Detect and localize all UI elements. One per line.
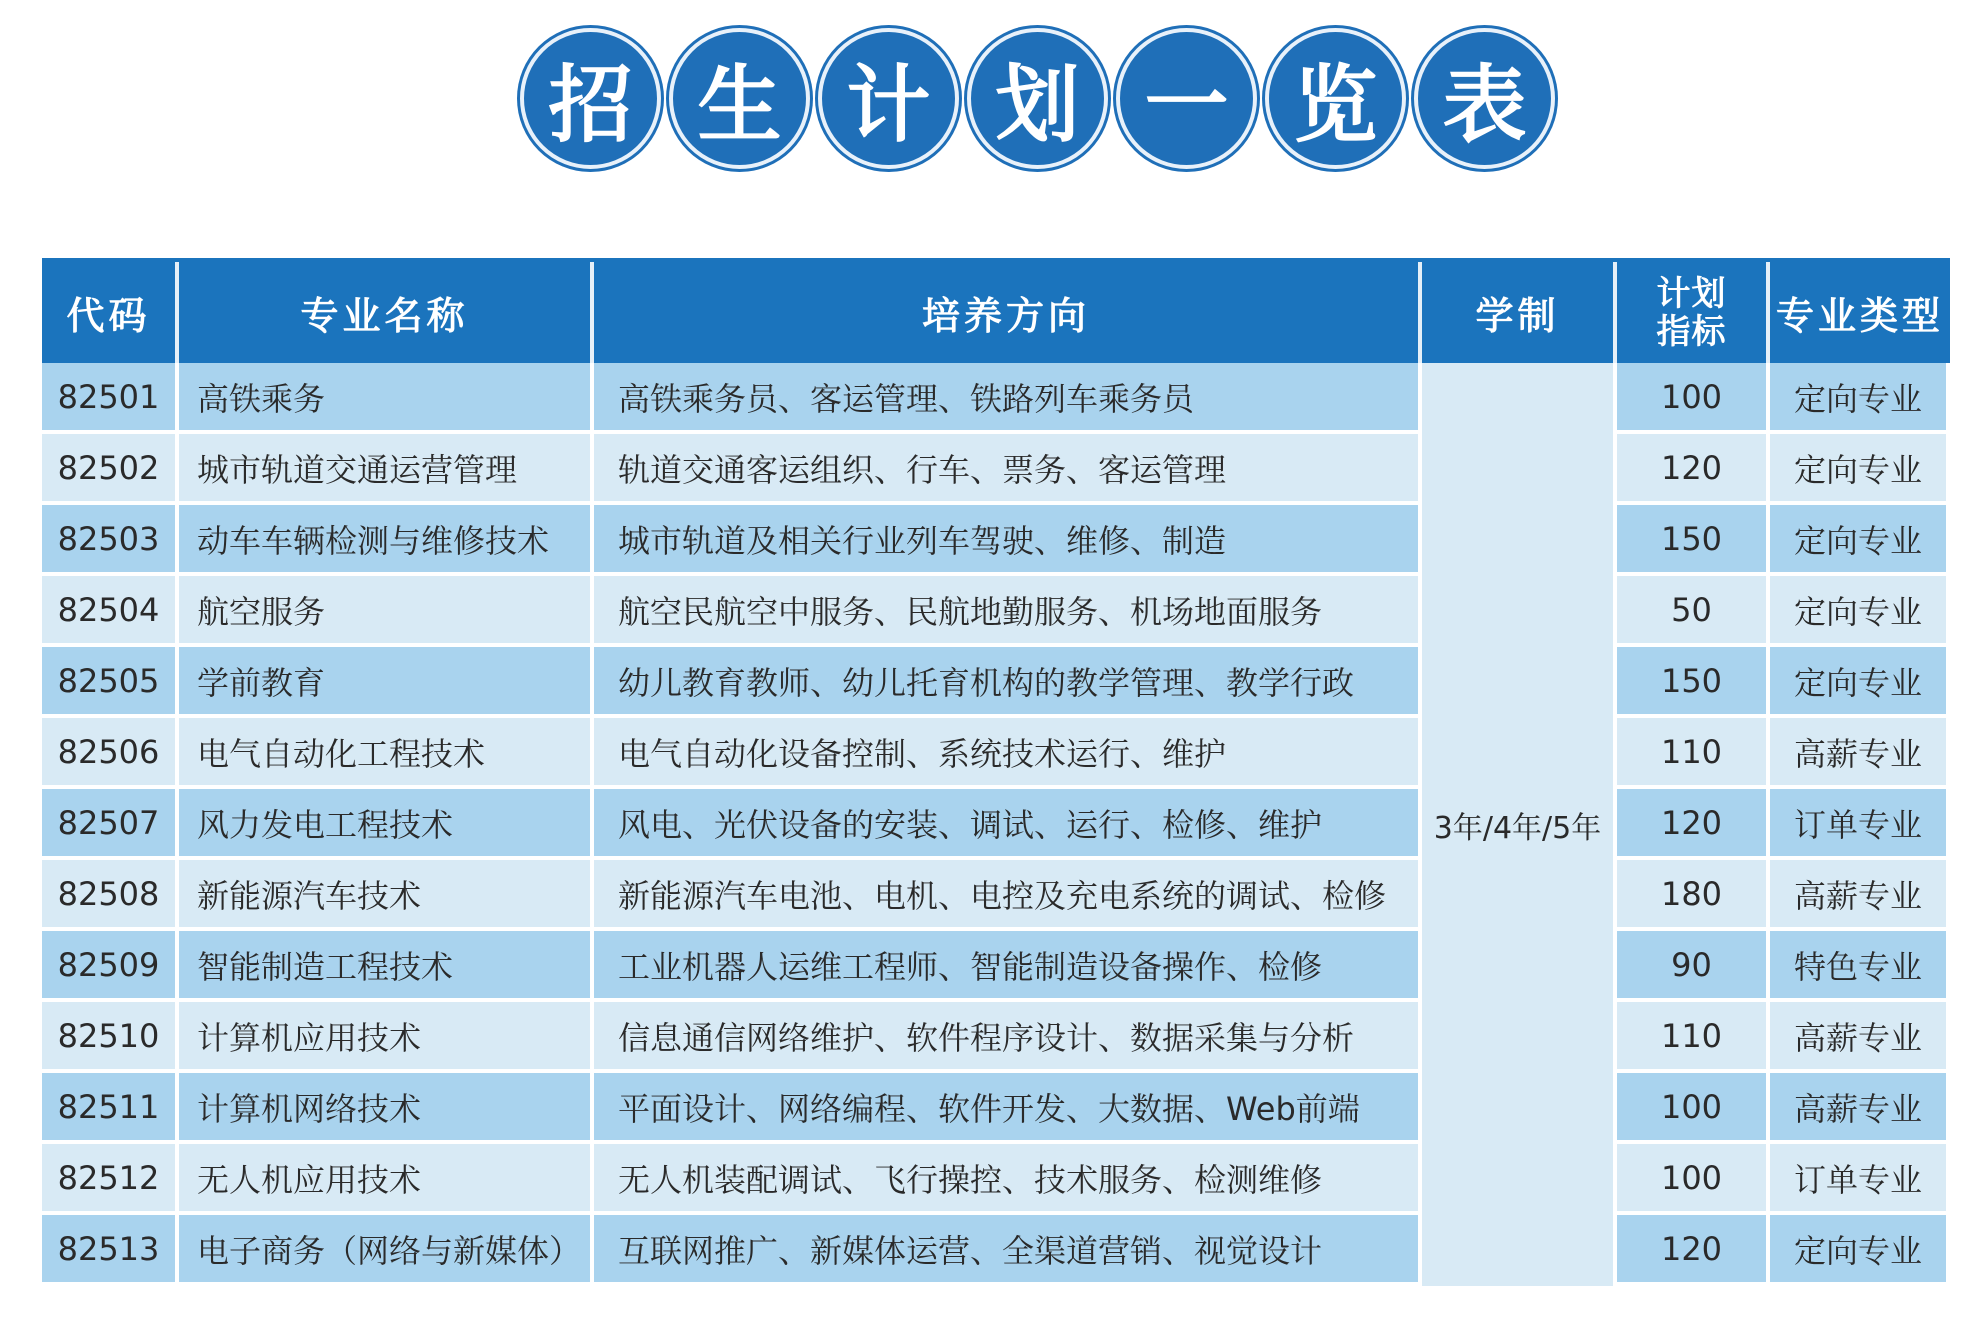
table-row — [42, 434, 1950, 505]
table-row — [42, 931, 1950, 1002]
title-char: 招 — [520, 28, 661, 169]
row-direction: 工业机器人运维工程师、智能制造设备操作、检修 — [594, 931, 1422, 1002]
row-name: 计算机应用技术 — [179, 1002, 594, 1073]
row-direction: 航空民航空中服务、民航地勤服务、机场地面服务 — [594, 576, 1422, 647]
row-name: 智能制造工程技术 — [179, 931, 594, 1002]
row-code: 82508 — [42, 860, 179, 931]
row-plan: 110 — [1617, 1002, 1770, 1073]
title-char: 生 — [669, 28, 810, 169]
table-row — [42, 1002, 1950, 1073]
row-name: 学前教育 — [179, 647, 594, 718]
row-plan: 110 — [1617, 718, 1770, 789]
row-name: 电气自动化工程技术 — [179, 718, 594, 789]
row-direction: 无人机装配调试、飞行操控、技术服务、检测维修 — [594, 1144, 1422, 1215]
row-type: 定向专业 — [1770, 434, 1950, 505]
row-plan: 120 — [1617, 1215, 1770, 1286]
duration-merged-cell: 3年/4年/5年 — [1422, 363, 1617, 1286]
row-code: 82502 — [42, 434, 179, 505]
row-direction: 信息通信网络维护、软件程序设计、数据采集与分析 — [594, 1002, 1422, 1073]
row-direction: 平面设计、网络编程、软件开发、大数据、Web前端 — [594, 1073, 1422, 1144]
row-type: 高薪专业 — [1770, 860, 1950, 931]
header-plan-line2: 指标 — [1656, 311, 1727, 352]
table-row — [42, 860, 1950, 931]
row-code: 82510 — [42, 1002, 179, 1073]
row-plan: 100 — [1617, 1144, 1770, 1215]
row-name: 电子商务（网络与新媒体） — [179, 1215, 594, 1286]
row-name: 城市轨道交通运营管理 — [179, 434, 594, 505]
row-type: 高薪专业 — [1770, 1073, 1950, 1144]
title-char: 表 — [1414, 28, 1555, 169]
table-row — [42, 789, 1950, 860]
row-plan: 120 — [1617, 434, 1770, 505]
row-type: 高薪专业 — [1770, 718, 1950, 789]
header-direction: 培养方向 — [594, 262, 1422, 363]
row-name: 航空服务 — [179, 576, 594, 647]
table-row — [42, 1073, 1950, 1144]
table-row — [42, 576, 1950, 647]
header-plan — [1617, 262, 1770, 363]
row-plan: 50 — [1617, 576, 1770, 647]
row-direction: 城市轨道及相关行业列车驾驶、维修、制造 — [594, 505, 1422, 576]
row-name: 动车车辆检测与维修技术 — [179, 505, 594, 576]
row-code: 82511 — [42, 1073, 179, 1144]
row-type: 高薪专业 — [1770, 1002, 1950, 1073]
enrollment-table — [42, 258, 1950, 1286]
header-type: 专业类型 — [1775, 294, 1944, 338]
row-type: 定向专业 — [1770, 576, 1950, 647]
title-char: 览 — [1265, 28, 1406, 169]
row-code: 82506 — [42, 718, 179, 789]
row-code: 82501 — [42, 363, 179, 434]
table-row — [42, 505, 1950, 576]
row-code: 82513 — [42, 1215, 179, 1286]
table-body — [42, 363, 1950, 1286]
table-row — [42, 363, 1950, 434]
row-plan: 150 — [1617, 505, 1770, 576]
row-type: 订单专业 — [1770, 1144, 1950, 1215]
row-direction: 风电、光伏设备的安装、调试、运行、检修、维护 — [594, 789, 1422, 860]
row-direction: 电气自动化设备控制、系统技术运行、维护 — [594, 718, 1422, 789]
row-name: 高铁乘务 — [179, 363, 594, 434]
table-row — [42, 718, 1950, 789]
row-plan: 150 — [1617, 647, 1770, 718]
title-char: 一 — [1116, 28, 1257, 169]
row-plan: 90 — [1617, 931, 1770, 1002]
row-plan: 120 — [1617, 789, 1770, 860]
row-direction: 新能源汽车电池、电机、电控及充电系统的调试、检修 — [594, 860, 1422, 931]
title-char: 计 — [818, 28, 959, 169]
header-plan-line1: 计划 — [1656, 273, 1727, 314]
table-header — [42, 258, 1950, 363]
row-type: 订单专业 — [1770, 789, 1950, 860]
row-type: 定向专业 — [1770, 505, 1950, 576]
row-name: 无人机应用技术 — [179, 1144, 594, 1215]
row-direction: 轨道交通客运组织、行车、票务、客运管理 — [594, 434, 1422, 505]
table-row — [42, 647, 1950, 718]
row-type: 特色专业 — [1770, 931, 1950, 1002]
row-code: 82509 — [42, 931, 179, 1002]
row-direction: 互联网推广、新媒体运营、全渠道营销、视觉设计 — [594, 1215, 1422, 1286]
row-plan: 100 — [1617, 363, 1770, 434]
header-name: 专业名称 — [179, 262, 594, 363]
row-type: 定向专业 — [1770, 1215, 1950, 1286]
row-plan: 180 — [1617, 860, 1770, 931]
row-type: 定向专业 — [1770, 363, 1950, 434]
header-duration: 学制 — [1422, 262, 1617, 363]
row-code: 82507 — [42, 789, 179, 860]
row-direction: 高铁乘务员、客运管理、铁路列车乘务员 — [594, 363, 1422, 434]
row-type: 定向专业 — [1770, 647, 1950, 718]
title-char: 划 — [967, 28, 1108, 169]
page-title — [520, 28, 1555, 168]
row-code: 82505 — [42, 647, 179, 718]
row-name: 新能源汽车技术 — [179, 860, 594, 931]
row-code: 82504 — [42, 576, 179, 647]
header-code: 代码 — [42, 262, 179, 363]
row-direction: 幼儿教育教师、幼儿托育机构的教学管理、教学行政 — [594, 647, 1422, 718]
row-plan: 100 — [1617, 1073, 1770, 1144]
row-code: 82503 — [42, 505, 179, 576]
row-code: 82512 — [42, 1144, 179, 1215]
row-name: 风力发电工程技术 — [179, 789, 594, 860]
table-row — [42, 1144, 1950, 1215]
table-row — [42, 1215, 1950, 1286]
row-name: 计算机网络技术 — [179, 1073, 594, 1144]
